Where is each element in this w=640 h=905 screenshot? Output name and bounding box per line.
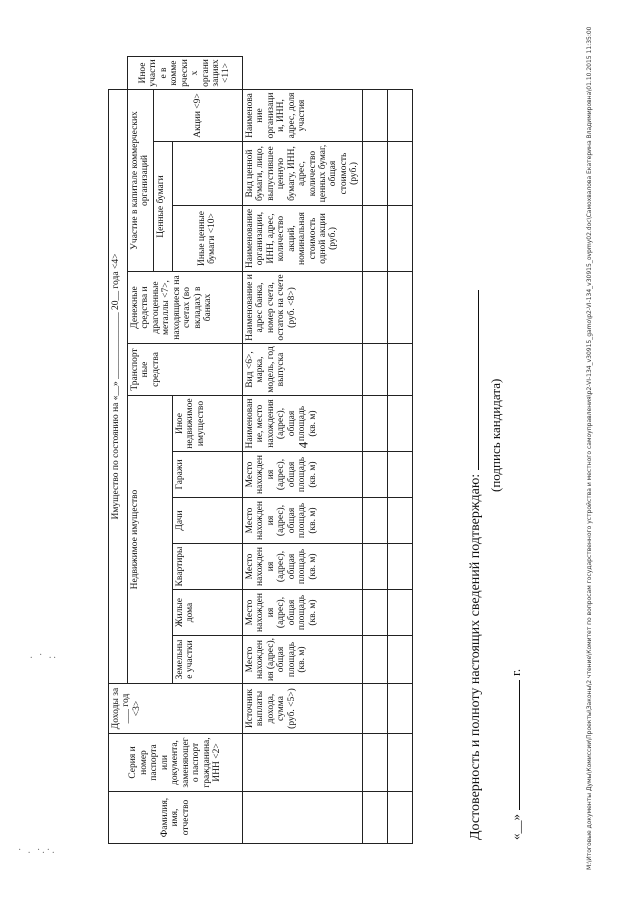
empty-cell xyxy=(387,452,412,498)
empty-cell xyxy=(362,272,387,344)
desc-land: Место нахождения (адрес), общая площадь (кв. м) xyxy=(242,636,362,684)
header-flats: Квартиры xyxy=(172,544,242,590)
header-houses: Жилые дома xyxy=(172,590,242,636)
desc-other-realty: Наименование, место нахождения (адрес), общая площадь (кв. м) xyxy=(242,396,362,452)
header-transport: Транспортные средства xyxy=(128,344,243,396)
empty-cell xyxy=(387,272,412,344)
empty-cell xyxy=(387,734,412,792)
desc-passport xyxy=(242,734,362,792)
desc-houses: Место нахождения (адрес), общая площадь (кв. м) xyxy=(242,590,362,636)
desc-other-securities: Вид ценной бумаги, лицо, выпустившее ценную бумагу, ИНН, адрес, количество ценных бумаг, общая стоимость (руб.) xyxy=(242,142,362,206)
scan-artifact: · . ·.·. xyxy=(18,845,57,856)
header-fio: Фамилия, имя, отчество xyxy=(109,792,243,844)
desc-money: Наименование и адрес банка, номер счета, остаток на счете (руб. <8>) xyxy=(242,272,362,344)
empty-cell xyxy=(387,206,412,272)
rotated-form-sheet xyxy=(0,20,600,880)
header-other-realty: Иное недвижимое имущество xyxy=(172,396,242,452)
empty-cell xyxy=(387,142,412,206)
desc-fio xyxy=(242,792,362,844)
signature-line xyxy=(478,290,479,470)
header-other-participation: Иное участие в коммерческих организациях <11> xyxy=(128,57,243,90)
page-number: 4 xyxy=(295,441,311,449)
property-declaration-table xyxy=(108,56,413,844)
date-day: «__» xyxy=(508,814,523,840)
empty-cell xyxy=(362,636,387,684)
empty-cell xyxy=(387,636,412,684)
empty-cell xyxy=(362,344,387,396)
date-blank xyxy=(519,680,520,810)
header-land: Земельные участки xyxy=(172,636,242,684)
empty-cell xyxy=(362,544,387,590)
header-other-securities: Иные ценные бумаги <10> xyxy=(172,206,242,272)
header-shares: Акции <9> xyxy=(153,90,242,142)
file-path-footer: M:\Итоговые документы Думы\Комиссии\Проекты\Законы\2 чтение\Комитет по вопросам государственного устройства и местного самоуправления\p2-VI-134_v30915_gamo\p2-VI-134_v30915_ovpmy02.doc\Самохвалова Екатерина Владимировна\01.10.2015 11:35:00 xyxy=(586,26,593,870)
header-garages: Гаражи xyxy=(172,452,242,498)
empty-cell xyxy=(387,498,412,544)
confirmation-text: Достоверность и полноту настоящих сведений подтверждаю: xyxy=(468,473,483,840)
empty-cell xyxy=(387,90,412,142)
signature-caption: (подпись кандидата) xyxy=(488,378,503,492)
header-securities: Ценные бумаги xyxy=(153,142,172,272)
empty-cell xyxy=(362,590,387,636)
empty-cell xyxy=(387,344,412,396)
empty-cell xyxy=(362,90,387,142)
date-year-suffix: г. xyxy=(508,668,523,676)
confirmation-line xyxy=(468,290,484,840)
header-money: Денежные средства и драгоценные металлы <7>, находящиеся на счетах (во вкладах) в банках xyxy=(128,272,243,344)
empty-cell xyxy=(362,142,387,206)
header-empty xyxy=(172,142,242,206)
header-dachas: Дачи xyxy=(172,498,242,544)
empty-cell xyxy=(387,396,412,452)
desc-income: Источник выплаты дохода, сумма (руб. <5>) xyxy=(242,684,362,734)
desc-dachas: Место нахождения (адрес), общая площадь (кв. м) xyxy=(242,498,362,544)
empty-cell xyxy=(387,590,412,636)
header-income: Доходы за ___ год <3> xyxy=(109,684,243,734)
empty-cell xyxy=(387,684,412,734)
desc-flats: Место нахождения (адрес), общая площадь (кв. м) xyxy=(242,544,362,590)
empty-cell xyxy=(362,498,387,544)
desc-transport: Вид <6>, марка, модель, год выпуска xyxy=(242,344,362,396)
empty-cell xyxy=(362,684,387,734)
header-realty: Недвижимое имущество xyxy=(128,396,173,684)
header-passport: Серия и номер паспорта или документа, заменяющего паспорт гражданина, ИНН <2> xyxy=(109,734,243,792)
empty-cell xyxy=(362,792,387,844)
empty-cell xyxy=(387,544,412,590)
desc-garages: Место нахождения (адрес), общая площадь (кв. м) xyxy=(242,452,362,498)
empty-cell xyxy=(362,452,387,498)
empty-cell xyxy=(362,396,387,452)
desc-shares: Наименование организации, ИНН, адрес, количество акций, номинальная стоимость одной акции (руб.) xyxy=(242,206,362,272)
header-property: Имущество по состоянию на «__» ______________ 20__ года <4> xyxy=(109,90,128,684)
desc-other-participation: Наименование организации, ИНН, адрес, доля участия xyxy=(242,90,362,142)
empty-cell xyxy=(362,734,387,792)
empty-cell xyxy=(362,206,387,272)
scan-artifact: . · .. xyxy=(30,650,58,661)
header-participation: Участие в капитале коммерческих организаций xyxy=(128,90,154,272)
empty-cell xyxy=(387,792,412,844)
date-line xyxy=(508,669,524,840)
